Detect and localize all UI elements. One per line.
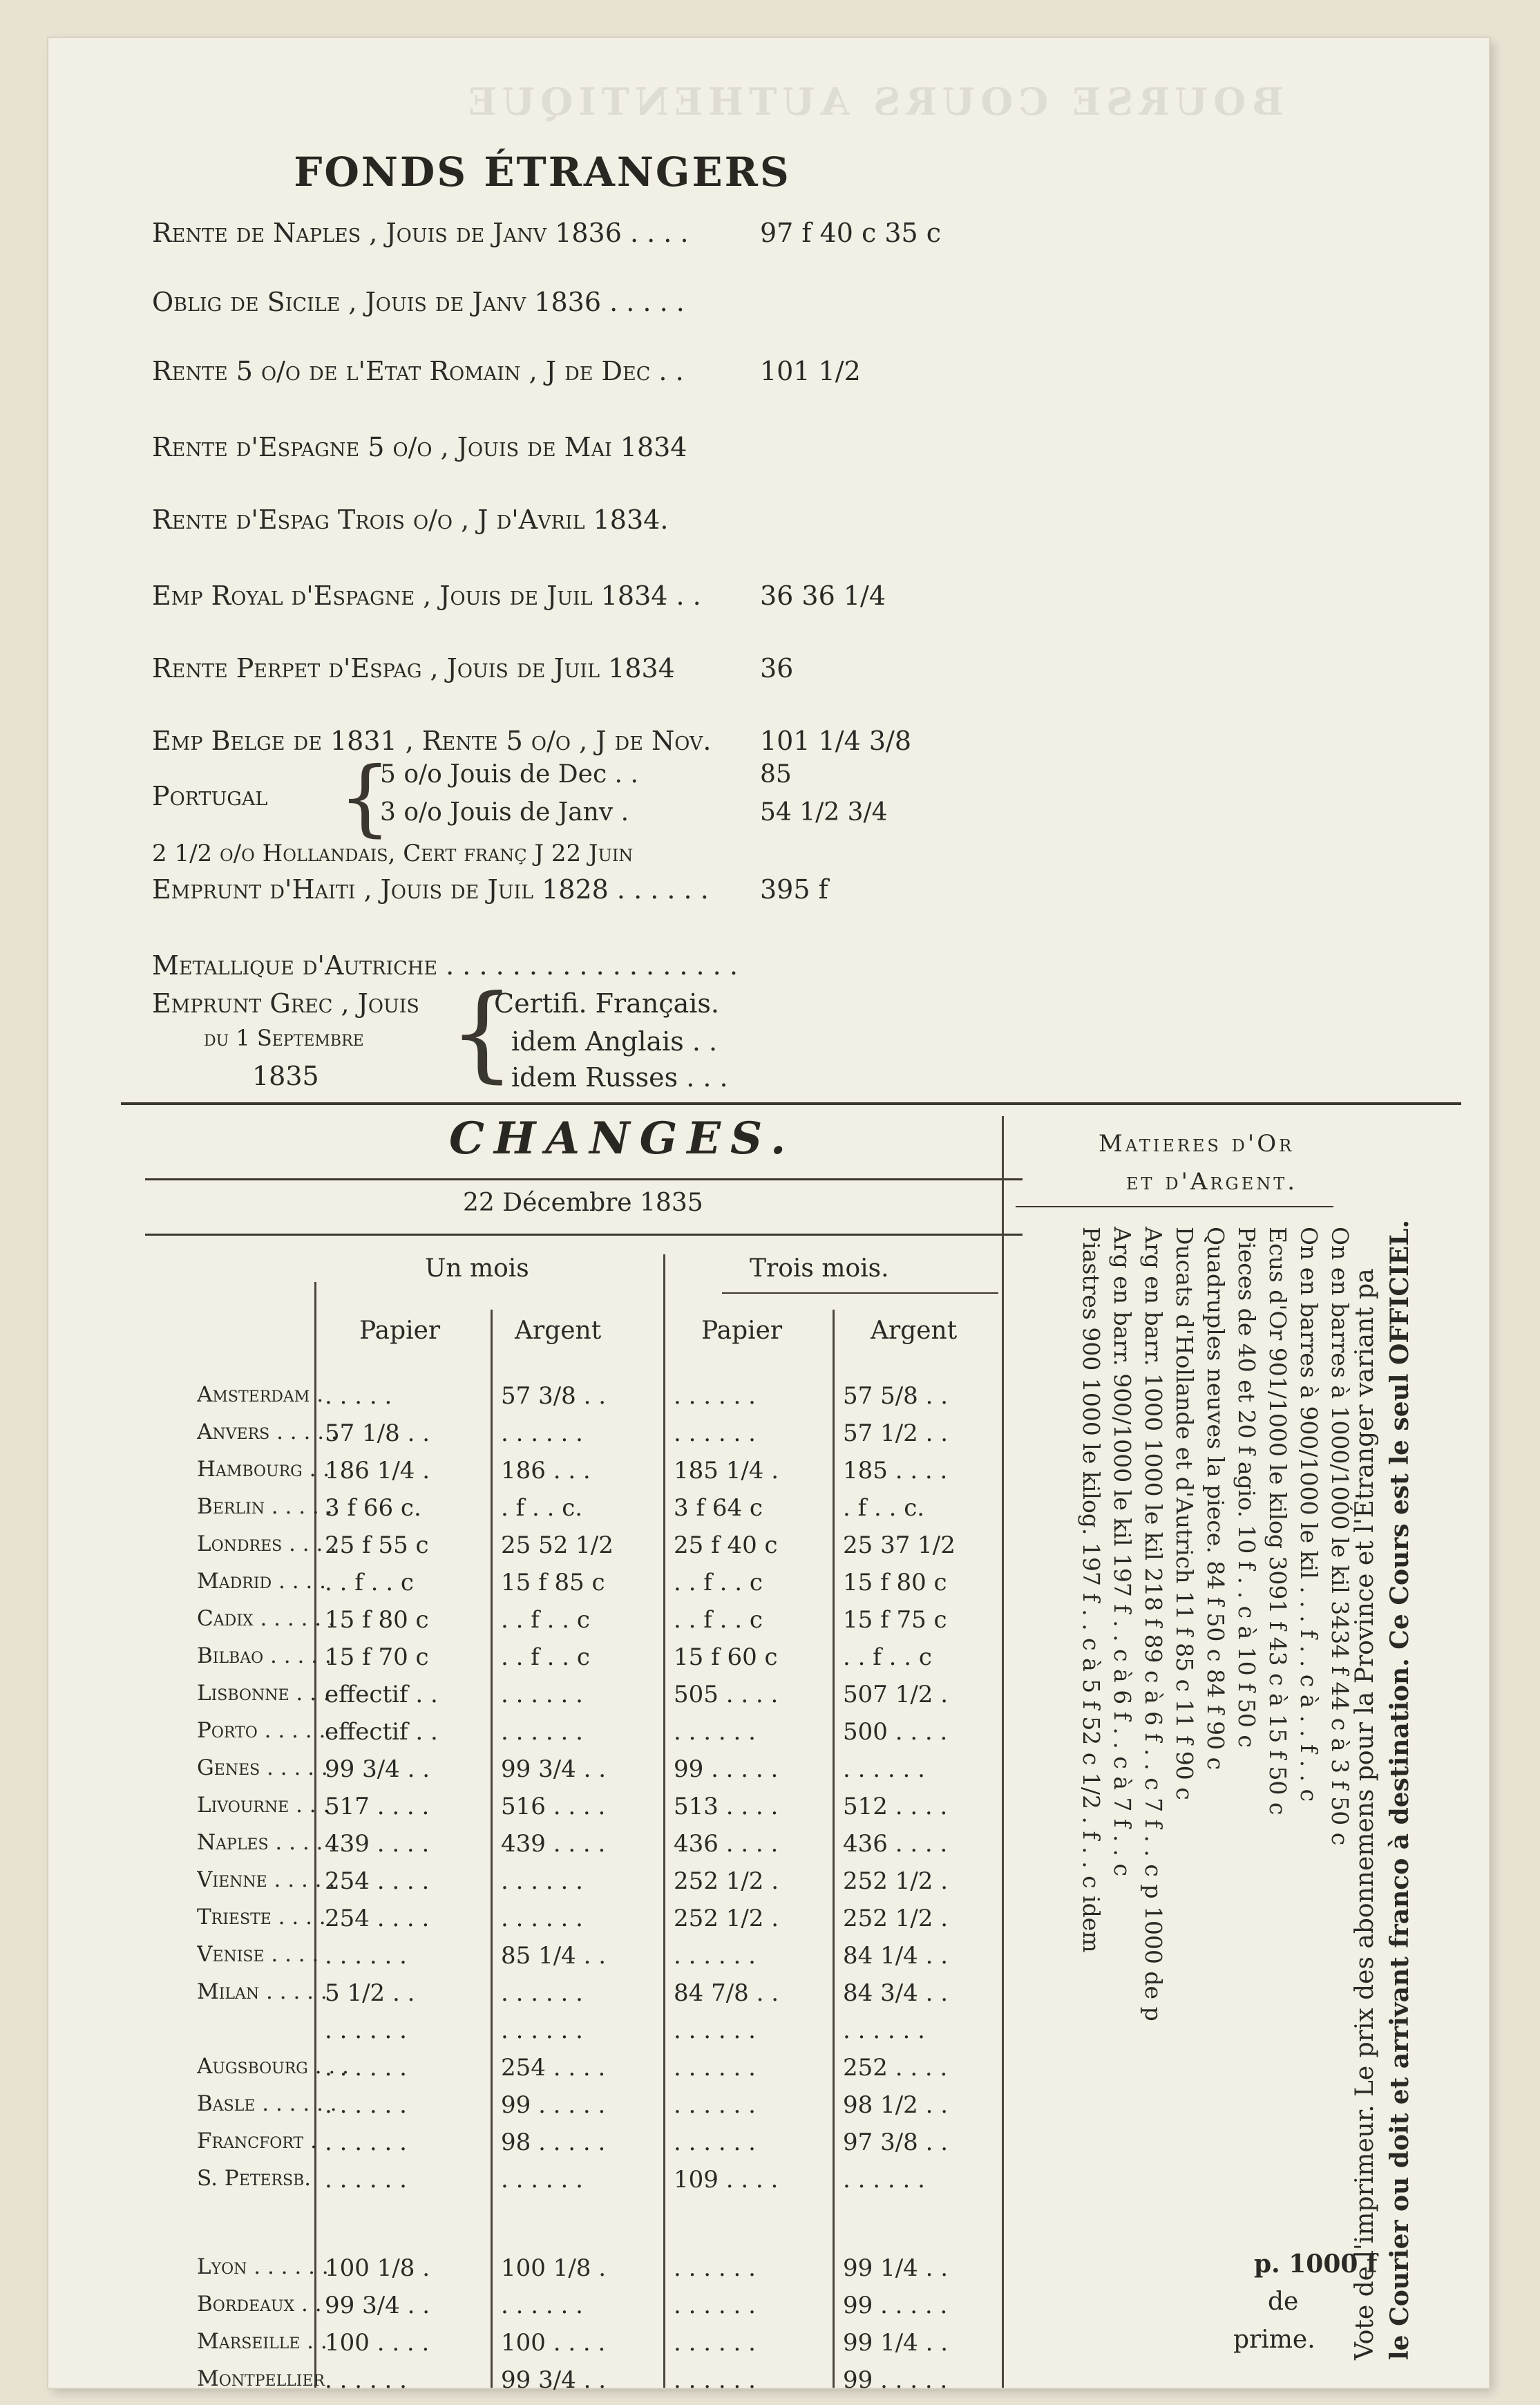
rate-cell: effectif . . (325, 1681, 438, 1708)
matieres-block (1064, 1116, 1389, 2395)
rate-cell: 516 . . . . (501, 1793, 606, 1820)
rate-cell: . . . . . . (325, 2017, 407, 2044)
rate-cell: . . . . . . (501, 1681, 583, 1708)
city-name: Livourne . . . (197, 1793, 330, 1818)
fonds-label: Oblig de Sicile , Jouis de Janv 1836 . . . . . (152, 287, 685, 317)
rate-cell: 254 . . . . (325, 1905, 430, 1932)
column-rule (663, 1254, 665, 2388)
fonds-label: Emprunt d'Haiti , Jouis de Juil 1828 . . . . . . (152, 874, 709, 905)
rate-cell: . . . . . . (843, 2017, 925, 2044)
rate-cell: 505 . . . . (674, 1681, 779, 1708)
rate-cell: 99 3/4 . . (501, 2366, 607, 2394)
portugal-line-1: 5 o/o Jouis de Dec . . (380, 760, 638, 789)
section-divider (121, 1102, 1461, 1105)
city-name: Venise . . . . (197, 1942, 319, 1967)
rate-cell: 512 . . . . (843, 1793, 948, 1820)
rate-cell: . f . . c. (843, 1494, 925, 1522)
city-name: Genes . . . . . (197, 1755, 328, 1780)
header-argent-1: Argent (515, 1317, 602, 1345)
rate-cell: . . . . . . (501, 1905, 583, 1932)
rate-cell: 84 1/4 . . (843, 1942, 949, 1970)
rate-cell: effectif . . (325, 1718, 438, 1746)
city-name: Naples . . . . . (197, 1830, 337, 1855)
grec-line-1: Emprunt Grec , Jouis (152, 988, 419, 1019)
city-name: Amsterdam . (197, 1382, 324, 1407)
rate-cell: 15 f 80 c (843, 1569, 947, 1596)
rate-cell: 15 f 60 c (674, 1643, 778, 1671)
matieres-line: Ecus d'Or 901/1000 le kilog 3091 f 43 c à 15 f 50 c (1264, 1227, 1291, 1815)
rate-cell: . . . . . . (674, 2091, 756, 2119)
city-name: Lisbonne . . . (197, 1681, 330, 1706)
rate-cell: . . . . . . (674, 2054, 756, 2082)
rate-cell: 100 1/8 . (501, 2254, 607, 2282)
column-rule (491, 1310, 493, 2388)
rate-cell: 57 1/2 . . (843, 1420, 949, 1447)
haiti-row (152, 874, 828, 905)
edge-note-2: le Courier ou doit et arrivant franco à destination. Ce Cours est le seul OFFICIEL. (1385, 1219, 1414, 2360)
rate-cell: . . f . . c (325, 1569, 414, 1596)
grec-certif-1: Certifi. Français. (494, 988, 719, 1019)
matieres-line: Arg en barr. 1000 1000 le kil 218 f 89 c à 6 f . . c 7 f . . c p 1000 de p (1140, 1227, 1167, 2021)
rate-cell: 100 . . . . (501, 2329, 606, 2357)
rate-cell: . . . . . . (501, 1718, 583, 1746)
rule (145, 1178, 1023, 1180)
fonds-value: 395 f (760, 874, 828, 905)
rate-cell: 185 1/4 . (674, 1457, 779, 1484)
city-name: Hambourg . . (197, 1457, 330, 1482)
rate-cell: . . . . . . (674, 2129, 756, 2156)
rate-cell: . . . . . . (501, 2166, 583, 2194)
header-argent-2: Argent (871, 1317, 958, 1345)
fonds-row (152, 726, 912, 756)
fonds-row (152, 287, 685, 317)
rate-cell: 15 f 85 c (501, 1569, 605, 1596)
rate-cell: . . . . . . (501, 1420, 583, 1447)
rate-cell: 98 1/2 . . (843, 2091, 949, 2119)
rate-cell: 97 3/8 . . (843, 2129, 949, 2156)
rate-cell: . . . . . . (674, 2329, 756, 2357)
column-rule (833, 1310, 835, 2388)
matieres-line: Ducats d'Hollande et d'Autrich 11 f 85 c 11 f 90 c (1171, 1227, 1198, 1800)
bleed-through-heading: BOURSE COURS AUTHENTIQUE (463, 79, 1284, 124)
section-title-fonds-etrangers: FONDS ÉTRANGERS (294, 149, 791, 196)
rate-cell: 15 f 80 c (325, 1606, 429, 1634)
grec-certif-3: idem Russes . . . (511, 1062, 728, 1093)
fonds-value: 101 1/2 (760, 356, 861, 386)
prime-label-1: p. 1000 f (1254, 2250, 1378, 2279)
rate-cell: . . . . . . (843, 2166, 925, 2194)
rate-cell: . . . . . . (674, 1942, 756, 1970)
city-name: Anvers . . . . . (197, 1420, 338, 1444)
header-un-mois: Un mois (425, 1254, 529, 1283)
rate-cell: . . . . . . (325, 2166, 407, 2194)
rule (722, 1292, 998, 1294)
city-name: Augsbourg . . . (197, 2054, 349, 2079)
city-name: Bilbao . . . . . (197, 1643, 332, 1668)
rate-cell: 15 f 70 c (325, 1643, 429, 1671)
fonds-label: Rente de Naples , Jouis de Janv 1836 . . . . (152, 218, 689, 248)
rate-cell: 84 7/8 . . (674, 1979, 779, 2007)
rate-cell: 436 . . . . (843, 1830, 948, 1858)
rate-cell: 99 . . . . . (674, 1755, 779, 1783)
rate-cell: . . . . . . (325, 2054, 407, 2082)
rate-cell: 507 1/2 . (843, 1681, 949, 1708)
rate-cell: 513 . . . . (674, 1793, 779, 1820)
rate-cell: . . f . . c (674, 1606, 763, 1634)
header-papier-2: Papier (701, 1317, 783, 1345)
matieres-line: Piastres 900 1000 le kilog. 197 f . . c à 5 f 52 c 1/2 . f . . c idem (1078, 1227, 1105, 1953)
rate-cell: . . . . . . (674, 2254, 756, 2282)
rate-cell: 85 1/4 . . (501, 1942, 607, 1970)
rate-cell: 252 1/2 . (843, 1867, 949, 1895)
matieres-line: Quadruples neuves la piece. 84 f 50 c 84 f 90 c (1202, 1227, 1229, 1771)
fonds-value: 36 (760, 653, 794, 683)
grec-certif-2: idem Anglais . . (511, 1026, 718, 1057)
city-name: Francfort . (197, 2129, 317, 2153)
rate-cell: 517 . . . . (325, 1793, 430, 1820)
changes-date: 22 Décembre 1835 (463, 1189, 703, 1217)
header-trois-mois: Trois mois. (750, 1254, 889, 1283)
rate-cell: 99 . . . . . (501, 2091, 606, 2119)
fonds-value: 97 f 40 c 35 c (760, 218, 942, 248)
rate-cell: 99 3/4 . . (501, 1755, 607, 1783)
city-name: Montpellier (197, 2366, 325, 2391)
rate-cell: . . . . . . (674, 2017, 756, 2044)
rate-cell: 254 . . . . (325, 1867, 430, 1895)
fonds-row (152, 653, 794, 683)
city-name: Vienne . . . . . (197, 1867, 336, 1892)
rate-cell: . . . . . . (325, 1942, 407, 1970)
prime-label-2: de (1268, 2288, 1299, 2316)
rate-cell: 436 . . . . (674, 1830, 779, 1858)
rate-cell: 99 . . . . . (843, 2366, 948, 2394)
rate-cell: 254 . . . . (501, 2054, 606, 2082)
city-name: Trieste . . . . (197, 1905, 326, 1930)
rate-cell: 15 f 75 c (843, 1606, 947, 1634)
rate-cell: . . . . . . (325, 2129, 407, 2156)
grec-line-3: 1835 (252, 1061, 319, 1091)
matieres-line: Pieces de 40 et 20 f agio. 10 f . . c à 10 f 50 c (1233, 1227, 1260, 1748)
rate-cell: . . f . . c (674, 1569, 763, 1596)
city-name: Bordeaux . . (197, 2292, 322, 2317)
rate-cell: 99 1/4 . . (843, 2329, 949, 2357)
rate-cell: 109 . . . . (674, 2166, 779, 2194)
city-name: Marseille . . (197, 2329, 327, 2354)
rate-cell: . . f . . c (501, 1606, 590, 1634)
rate-cell: . . . . . . (501, 1867, 583, 1895)
column-rule (1002, 1116, 1004, 2388)
rate-cell: . . f . . c (843, 1643, 932, 1671)
fonds-row (152, 218, 942, 248)
fonds-row (152, 581, 886, 611)
rate-cell: 57 1/8 . . (325, 1420, 430, 1447)
rate-cell: . . . . . . (843, 1755, 925, 1783)
matieres-heading-1: Matieres d'Or (1099, 1130, 1295, 1158)
rate-cell: 100 . . . . (325, 2329, 430, 2357)
city-name: Basle . . . . . . (197, 2091, 337, 2116)
rate-cell: . . f . . c (501, 1643, 590, 1671)
fonds-label: Emp Belge de 1831 , Rente 5 o/o , J de Nov. (152, 726, 712, 756)
rate-cell: 252 . . . . (843, 2054, 948, 2082)
newspaper-page (48, 38, 1489, 2394)
city-name: Londres . . . . (197, 1531, 337, 1556)
fonds-label: Emp Royal d'Espagne , Jouis de Juil 1834 . . (152, 581, 701, 611)
fonds-value: 36 36 1/4 (760, 581, 886, 611)
rate-cell: 25 f 55 c (325, 1531, 429, 1559)
city-name: Cadix . . . . . . (197, 1606, 335, 1631)
rate-cell: . . . . . . (325, 2366, 407, 2394)
rate-cell: . . . . . . (674, 1718, 756, 1746)
city-name: Porto . . . . . . (197, 1718, 340, 1743)
matieres-heading-2: et d'Argent. (1126, 1168, 1298, 1196)
rate-cell: . . . . . . (501, 2017, 583, 2044)
grec-line-2: du 1 Septembre (204, 1025, 364, 1051)
rate-cell: . . . . . . (674, 2366, 756, 2394)
fonds-row (152, 432, 687, 462)
rate-cell: . . . . . . (501, 1979, 583, 2007)
rate-cell: 252 1/2 . (843, 1905, 949, 1932)
rate-cell: 57 5/8 . . (843, 1382, 949, 1410)
city-name: Madrid . . . . (197, 1569, 326, 1594)
rate-cell: 439 . . . . (501, 1830, 606, 1858)
header-papier-1: Papier (359, 1317, 441, 1345)
portugal-line-2: 3 o/o Jouis de Janv . (380, 798, 629, 827)
rate-cell: 99 3/4 . . (325, 1755, 430, 1783)
rate-cell: 500 . . . . (843, 1718, 948, 1746)
rate-cell: 99 3/4 . . (325, 2292, 430, 2319)
rate-cell: 57 3/8 . . (501, 1382, 607, 1410)
hollandais-row: 2 1/2 o/o Hollandais, Cert franç J 22 Juin (152, 840, 634, 867)
fonds-row (152, 356, 861, 386)
rate-cell: 100 1/8 . (325, 2254, 430, 2282)
rate-cell: 252 1/2 . (674, 1905, 779, 1932)
rate-cell: . . . . . (325, 1382, 392, 1410)
rate-cell: 3 f 66 c. (325, 1494, 421, 1522)
rate-cell: 186 1/4 . (325, 1457, 430, 1484)
rate-cell: . . . . . . (501, 2292, 583, 2319)
fonds-label: Rente d'Espagne 5 o/o , Jouis de Mai 1834 (152, 432, 687, 462)
rate-cell: 84 3/4 . . (843, 1979, 949, 2007)
rate-cell: 439 . . . . (325, 1830, 430, 1858)
brace-icon: { (449, 973, 515, 1093)
rate-cell: 98 . . . . . (501, 2129, 606, 2156)
rate-cell: . . . . . . (325, 2091, 407, 2119)
fonds-label: Rente d'Espag Trois o/o , J d'Avril 1834. (152, 504, 669, 535)
rule (145, 1234, 1023, 1236)
portugal-value-1: 85 (760, 760, 792, 789)
rate-cell: 25 37 1/2 (843, 1531, 956, 1559)
city-name: Milan . . . . . (197, 1979, 327, 2004)
city-name: S. Petersb. (197, 2166, 312, 2191)
matieres-line: On en barres à 900/1000 le kil . . . f . . c à . . f . . c (1295, 1227, 1322, 1802)
rate-cell: 185 . . . . (843, 1457, 948, 1484)
edge-note-1: Vote de l'imprimeur. Le prix des abonnemens pour la Province et l'Étranger variant pa (1351, 1268, 1379, 2360)
fonds-row (152, 504, 668, 535)
rate-cell: 99 1/4 . . (843, 2254, 949, 2282)
rate-cell: . . . . . . (674, 1420, 756, 1447)
fonds-value: 101 1/4 3/8 (760, 726, 912, 756)
rate-cell: . f . . c. (501, 1494, 583, 1522)
city-name: Lyon . . . . . . (197, 2254, 329, 2279)
section-title-changes: CHANGES. (449, 1113, 796, 1164)
rate-cell: 5 1/2 . . (325, 1979, 415, 2007)
rate-cell: 186 . . . (501, 1457, 591, 1484)
brace-icon: { (339, 750, 392, 846)
portugal-label: Portugal (152, 781, 268, 811)
rate-cell: . . . . . . (674, 2292, 756, 2319)
rate-cell: 25 f 40 c (674, 1531, 778, 1559)
fonds-label: Rente 5 o/o de l'Etat Romain , J de Dec . . (152, 356, 684, 386)
rate-cell: . . . . . . (674, 1382, 756, 1410)
rate-cell: 25 52 1/2 (501, 1531, 614, 1559)
autriche-row: Metallique d'Autriche . . . . . . . . . . . . . . . . . . (152, 950, 738, 981)
rate-cell: 252 1/2 . (674, 1867, 779, 1895)
prime-label-3: prime. (1233, 2326, 1315, 2354)
rate-cell: 3 f 64 c (674, 1494, 763, 1522)
rate-cell: 99 . . . . . (843, 2292, 948, 2319)
matieres-line: Arg en barr. 900/1000 le kil 197 f . . c à 6 f . . c à 7 f . . c (1109, 1227, 1136, 1877)
city-name: Berlin . . . . . (197, 1494, 333, 1519)
fonds-label: Rente Perpet d'Espag , Jouis de Juil 1834 (152, 653, 675, 683)
matieres-line: On en barres à 1000/1000 le kil 3434 f 44 c à 3 f 50 c (1327, 1227, 1353, 1846)
portugal-value-2: 54 1/2 3/4 (760, 798, 888, 827)
